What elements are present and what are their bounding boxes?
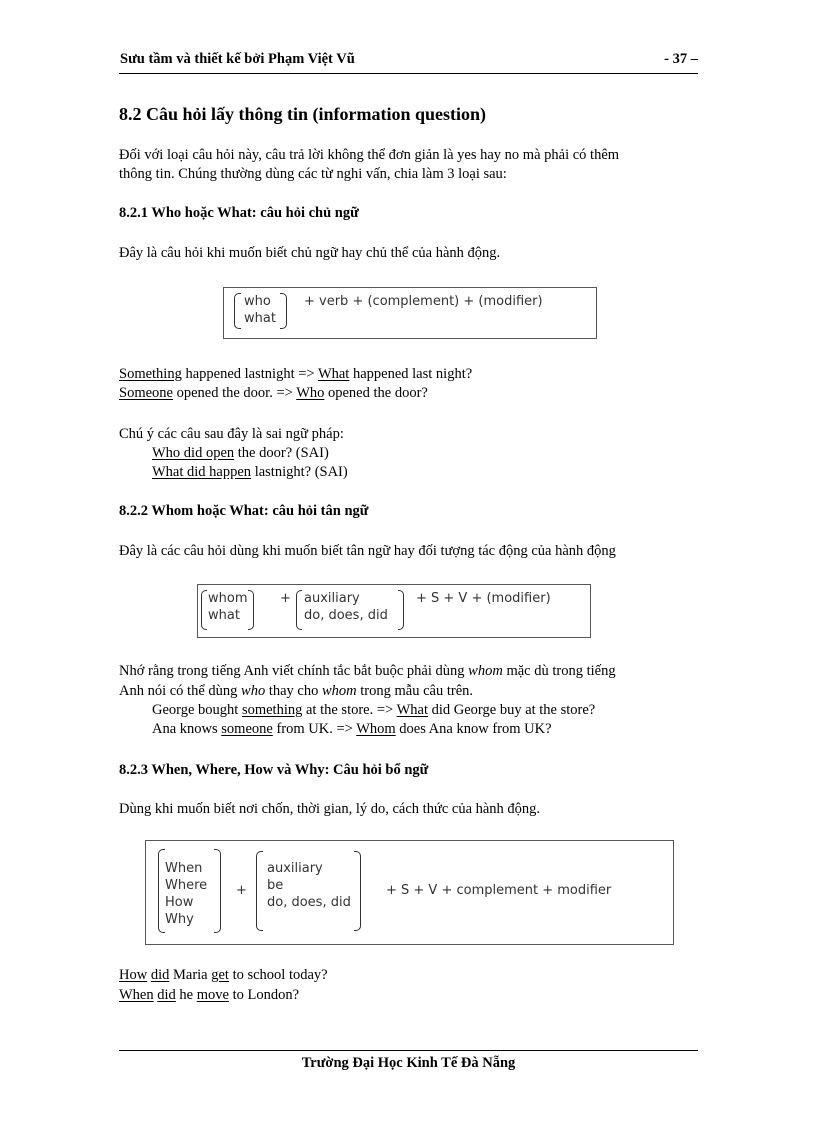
subsection-title-2: 8.2.2 Whom hoặc What: câu hỏi tân ngữ (119, 503, 369, 519)
formula-auxiliary: auxiliary (304, 591, 360, 606)
formula-box-3 (145, 840, 674, 945)
whom-note-2: Anh nói có thể dùng who thay cho whom trong mẫu câu trên. (119, 683, 474, 699)
wrong-example: Who did open the door? (SAI) (152, 445, 329, 461)
formula-when: When (165, 861, 203, 876)
intro-line-1: Đối với loại câu hỏi này, câu trả lời không thể đơn giản là yes hay no mà phải có thêm (119, 147, 620, 163)
formula-why: Why (165, 912, 194, 927)
formula-box-2 (197, 584, 591, 638)
formula-do-does-did: do, does, did (267, 895, 351, 910)
formula-be: be (267, 878, 284, 893)
left-brace (158, 849, 165, 933)
example-line: George bought something at the store. => What did George buy at the store? (152, 702, 596, 718)
formula-what: what (208, 608, 240, 623)
formula-plus: + (236, 883, 247, 898)
footer-divider (119, 1050, 698, 1051)
right-brace (354, 851, 361, 931)
whom-note-1: Nhớ rằng trong tiếng Anh viết chính tắc bắt buộc phải dùng whom mặc dù trong tiếng (119, 663, 616, 679)
underlined-word: Something (119, 366, 182, 382)
formula-rest: + S + V + complement + modifier (386, 883, 612, 898)
section-title: 8.2 Câu hỏi lấy thông tin (information question) (119, 104, 487, 124)
formula-box-1 (223, 287, 597, 339)
right-brace (248, 590, 254, 630)
formula-auxiliary: auxiliary (267, 861, 323, 876)
left-brace (201, 590, 207, 630)
left-brace (296, 590, 302, 630)
page-number: - 37 – (664, 51, 698, 67)
subsection-title-1: 8.2.1 Who hoặc What: câu hỏi chủ ngữ (119, 205, 359, 221)
subsection-desc-1: Đây là câu hỏi khi muốn biết chủ ngữ hay chủ thể của hành động. (119, 245, 501, 261)
formula-rest: + S + V + (modifier) (416, 591, 551, 606)
subsection-desc-2: Đây là các câu hỏi dùng khi muốn biết tân ngữ hay đối tượng tác động của hành động (119, 543, 616, 559)
formula-who: who (244, 294, 271, 309)
example-line: Ana knows someone from UK. => Whom does Ana know from UK? (152, 721, 552, 737)
right-brace (280, 293, 287, 329)
formula-what: what (244, 311, 276, 326)
example-line: Something happened lastnight => What happened last night? (119, 366, 473, 382)
subsection-desc-3: Dùng khi muốn biết nơi chốn, thời gian, lý do, cách thức của hành động. (119, 801, 541, 817)
underlined-word: Who (296, 385, 325, 401)
example-line: How did Maria get to school today? (119, 967, 328, 983)
formula-where: Where (165, 878, 208, 893)
page-header (119, 51, 698, 74)
formula-rest: + verb + (complement) + (modifier) (304, 294, 543, 309)
underlined-word: Someone (119, 385, 173, 401)
right-brace (398, 590, 404, 630)
left-brace (256, 851, 263, 931)
intro-line-2: thông tin. Chúng thường dùng các từ nghi vấn, chia làm 3 loại sau: (119, 166, 507, 182)
underlined-word: What (317, 366, 350, 382)
subsection-title-3: 8.2.3 When, Where, How và Why: Câu hỏi bổ ngữ (119, 762, 429, 778)
formula-do-does-did: do, does, did (304, 608, 388, 623)
grammar-note: Chú ý các câu sau đây là sai ngữ pháp: (119, 426, 344, 442)
wrong-example: What did happen lastnight? (SAI) (152, 464, 348, 480)
page-footer: Trường Đại Học Kinh Tế Đà Nẵng (301, 1055, 516, 1071)
left-brace (234, 293, 241, 329)
header-author: Sưu tầm và thiết kế bởi Phạm Việt Vũ (120, 51, 355, 67)
right-brace (214, 849, 221, 933)
example-line: Someone opened the door. => Who opened the door? (119, 385, 428, 401)
example-line: When did he move to London? (119, 987, 300, 1003)
formula-how: How (165, 895, 194, 910)
formula-whom: whom (208, 591, 248, 606)
formula-plus: + (280, 591, 291, 606)
